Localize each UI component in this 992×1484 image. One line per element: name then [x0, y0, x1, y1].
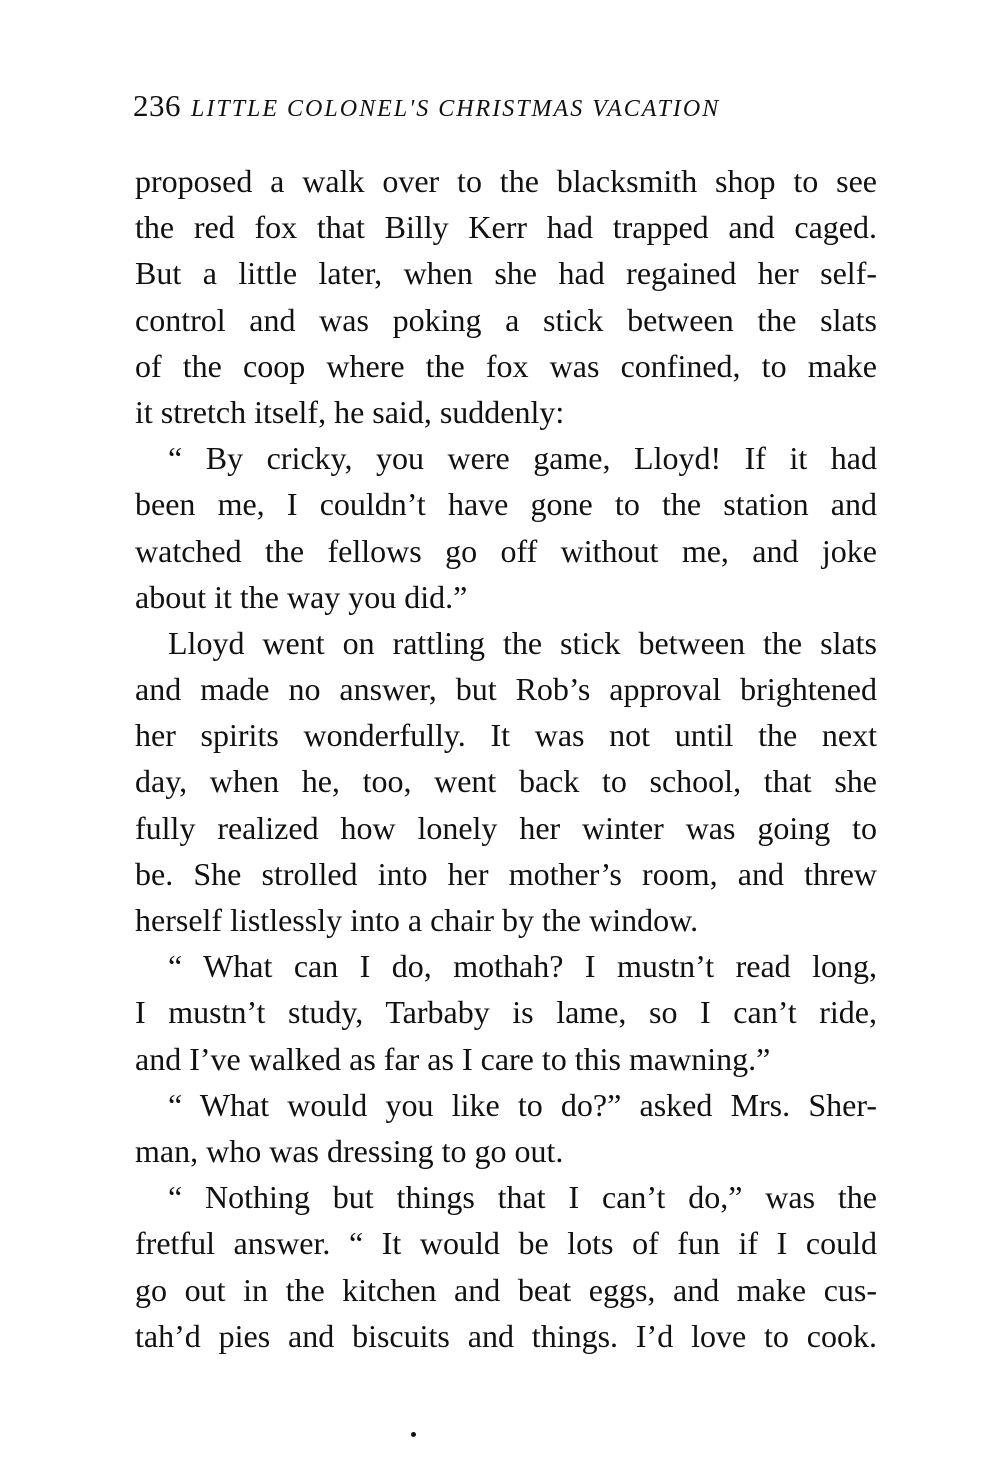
text-line: “ By cricky, you were game, Lloyd! If it had	[168, 440, 877, 477]
page-number: 236	[133, 88, 181, 123]
text-line: fretful answer. “ It would be lots of fun if I could	[135, 1225, 877, 1262]
text-line: control and was poking a stick between the slats	[135, 301, 877, 338]
text-line: and I’ve walked as far as I care to this mawning.”	[135, 1040, 771, 1077]
text-line: watched the fellows go off without me, and joke	[135, 532, 877, 569]
text-line: I mustn’t study, Tarbaby is lame, so I can’t ride,	[135, 994, 877, 1031]
text-line: go out in the kitchen and beat eggs, and make cus-	[135, 1271, 877, 1308]
text-line: day, when he, too, went back to school, that she	[135, 763, 877, 800]
page-header	[133, 88, 893, 128]
body-text	[135, 158, 877, 1359]
text-line: proposed a walk over to the blacksmith shop to see	[135, 163, 877, 199]
text-line: “ Nothing but things that I can’t do,” was the	[168, 1179, 877, 1216]
text-line: But a little later, when she had regained her self-	[135, 255, 877, 292]
text-line: “ What can I do, mothah? I mustn’t read long,	[168, 948, 877, 985]
text-line: about it the way you did.”	[135, 578, 468, 615]
text-line: her spirits wonderfully. It was not until the next	[135, 717, 877, 754]
text-line: be. She strolled into her mother’s room, and threw	[135, 855, 877, 892]
text-line: herself listlessly into a chair by the window.	[135, 902, 699, 938]
text-line: the red fox that Billy Kerr had trapped and caged.	[135, 209, 877, 246]
text-line: fully realized how lonely her winter was going to	[135, 809, 877, 846]
footer-dot-mark	[411, 1432, 416, 1437]
text-line: and made no answer, but Rob’s approval brightened	[135, 671, 877, 708]
text-line: of the coop where the fox was confined, to make	[135, 347, 877, 384]
text-line: been me, I couldn’t have gone to the station and	[135, 486, 877, 523]
text-line: tah’d pies and biscuits and things. I’d love to cook.	[135, 1317, 877, 1354]
text-line: Lloyd went on rattling the stick between the slats	[168, 624, 877, 661]
text-line: “ What would you like to do?” asked Mrs. Sher-	[168, 1086, 877, 1123]
text-line: it stretch itself, he said, suddenly:	[135, 393, 565, 430]
running-title: LITTLE COLONEL'S CHRISTMAS VACATION	[191, 96, 721, 122]
text-line: man, who was dressing to go out.	[135, 1132, 564, 1169]
